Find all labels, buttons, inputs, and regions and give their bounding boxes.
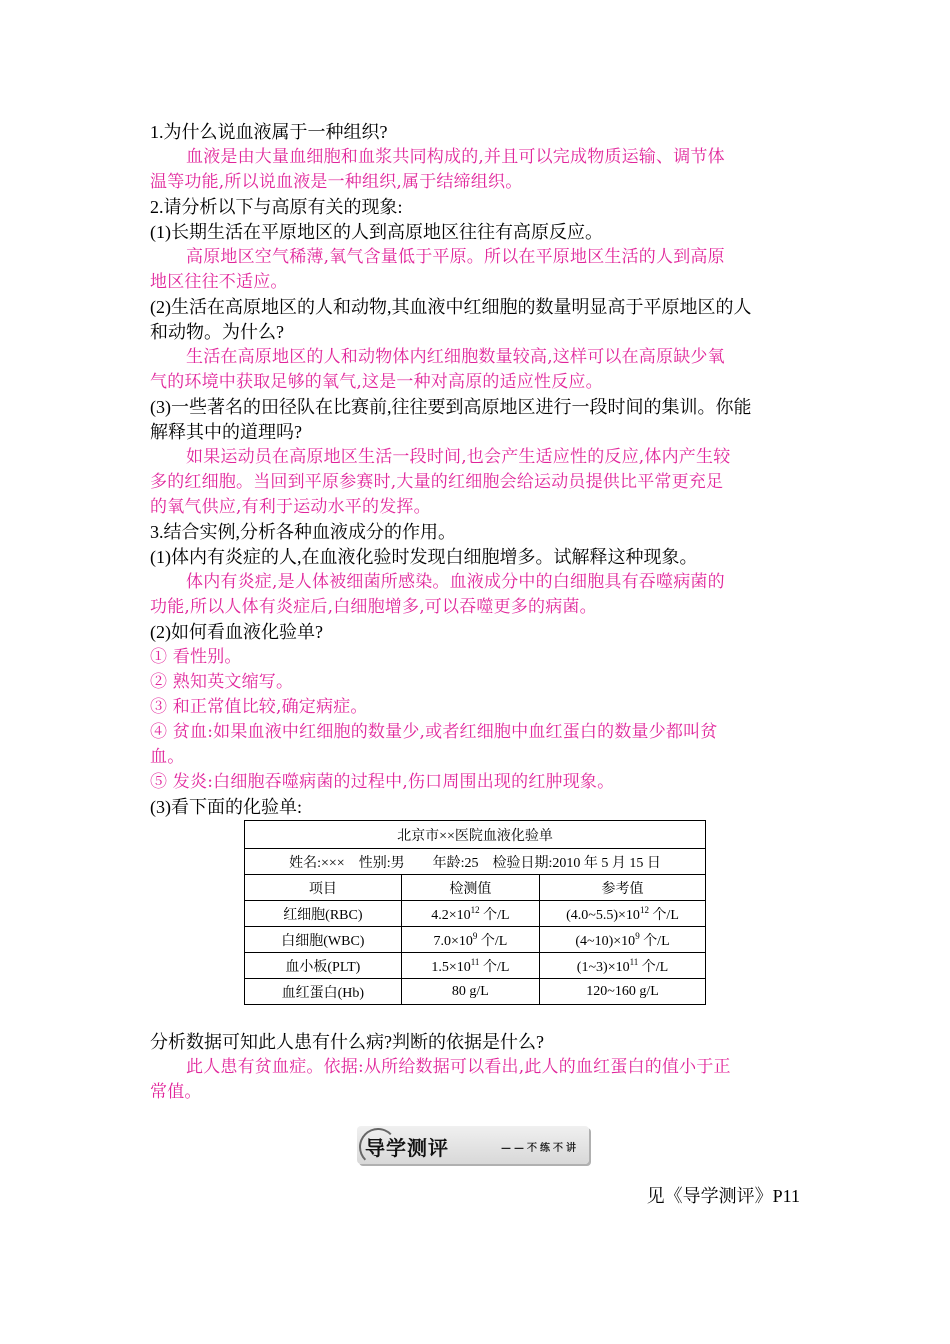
q2-part3-question: 解释其中的道理吗? — [150, 422, 302, 442]
page-reference: 见《导学测评》P11 — [646, 1186, 800, 1206]
q3-question: 3.结合实例,分析各种血液成分的作用。 — [150, 522, 456, 542]
q3-part3-question: (3)看下面的化验单: — [150, 797, 302, 817]
q1-question: 1.为什么说血液属于一种组织? — [150, 122, 388, 142]
q3-part2-item: 血。 — [150, 747, 185, 767]
row-value: $7.0\times 10^9$ 个/L — [401, 927, 539, 953]
q2-part3-answer: 如果运动员在高原地区生活一段时间,也会产生适应性的反应,体内产生较 — [186, 447, 731, 467]
report-title: 北京市××医院血液化验单 — [245, 821, 706, 849]
row-item: 红细胞(RBC) — [245, 901, 402, 927]
column-header-item: 项目 — [245, 875, 402, 901]
q3-part2-item: ① 看性别。 — [150, 647, 242, 667]
analysis-answer: 常值。 — [150, 1082, 202, 1102]
q1-answer-line: 温等功能,所以说血液是一种组织,属于结缔组织。 — [150, 172, 523, 192]
row-item: 血红蛋白(Hb) — [245, 979, 402, 1005]
q2-part1-answer: 地区往往不适应。 — [150, 272, 288, 292]
row-value: $1.5\times 10^{11}$ 个/L — [401, 953, 539, 979]
table-row — [245, 979, 706, 1005]
report-patient-info: 姓名:××× 性别:男 年龄:25 检验日期:2010 年 5 月 15 日 — [245, 849, 706, 875]
q3-part2-item: ④ 贫血:如果血液中红细胞的数量少,或者红细胞中血红蛋白的数量少都叫贫 — [150, 722, 718, 742]
q2-part1-answer: 高原地区空气稀薄,氧气含量低于平原。所以在平原地区生活的人到高原 — [186, 247, 725, 267]
q2-part2-answer: 生活在高原地区的人和动物体内红细胞数量较高,这样可以在高原缺少氧 — [186, 347, 725, 367]
row-reference: 120~160 g/L — [540, 979, 706, 1005]
q3-part2-question: (2)如何看血液化验单? — [150, 622, 323, 642]
q1-answer-line: 血液是由大量血细胞和血浆共同构成的,并且可以完成物质运输、调节体 — [186, 147, 725, 167]
q2-part3-answer: 的氧气供应,有利于运动水平的发挥。 — [150, 497, 431, 517]
row-value: 80 g/L — [401, 979, 539, 1005]
q2-question: 2.请分析以下与高原有关的现象: — [150, 197, 403, 217]
banner-subtitle: ——不练不讲 — [501, 1143, 579, 1154]
worksheet-content — [150, 120, 795, 820]
blood-test-report-table — [244, 820, 706, 1005]
guided-assessment-banner — [357, 1126, 589, 1164]
row-item: 血小板(PLT) — [245, 953, 402, 979]
row-item: 白细胞(WBC) — [245, 927, 402, 953]
table-row — [245, 901, 706, 927]
q2-part2-question: (2)生活在高原地区的人和动物,其血液中红细胞的数量明显高于平原地区的人 — [150, 297, 752, 317]
q3-part1-question: (1)体内有炎症的人,在血液化验时发现白细胞增多。试解释这种现象。 — [150, 547, 698, 567]
row-reference: $(4\sim 10)\times 10^9$ 个/L — [540, 927, 706, 953]
q2-part3-answer: 多的红细胞。当回到平原参赛时,大量的红细胞会给运动员提供比平常更充足 — [150, 472, 724, 492]
q2-part2-answer: 气的环境中获取足够的氧气,这是一种对高原的适应性反应。 — [150, 372, 603, 392]
row-value: $4.2\times 10^{12}$ 个/L — [401, 901, 539, 927]
q3-part2-item: ② 熟知英文缩写。 — [150, 672, 294, 692]
q3-part2-item: ⑤ 发炎:白细胞吞噬病菌的过程中,伤口周围出现的红肿现象。 — [150, 772, 615, 792]
analysis-answer: 此人患有贫血症。依据:从所给数据可以看出,此人的血红蛋白的值小于正 — [186, 1057, 731, 1077]
table-row — [245, 927, 706, 953]
row-reference: $(1\sim 3)\times 10^{11}$ 个/L — [540, 953, 706, 979]
table-row — [245, 953, 706, 979]
q2-part3-question: (3)一些著名的田径队在比赛前,往往要到高原地区进行一段时间的集训。你能 — [150, 397, 752, 417]
banner-title: 导学测评 — [365, 1136, 449, 1160]
analysis-section — [150, 1030, 795, 1105]
column-header-value: 检测值 — [401, 875, 539, 901]
q3-part2-item: ③ 和正常值比较,确定病症。 — [150, 697, 368, 717]
analysis-question: 分析数据可知此人患有什么病?判断的依据是什么? — [150, 1032, 544, 1052]
column-header-reference: 参考值 — [540, 875, 706, 901]
q3-part1-answer: 功能,所以人体有炎症后,白细胞增多,可以吞噬更多的病菌。 — [150, 597, 597, 617]
q2-part1-question: (1)长期生活在平原地区的人到高原地区往往有高原反应。 — [150, 222, 603, 242]
row-reference: $(4.0\sim 5.5)\times 10^{12}$ 个/L — [540, 901, 706, 927]
q2-part2-question: 和动物。为什么? — [150, 322, 284, 342]
q3-part1-answer: 体内有炎症,是人体被细菌所感染。血液成分中的白细胞具有吞噬病菌的 — [186, 572, 725, 592]
